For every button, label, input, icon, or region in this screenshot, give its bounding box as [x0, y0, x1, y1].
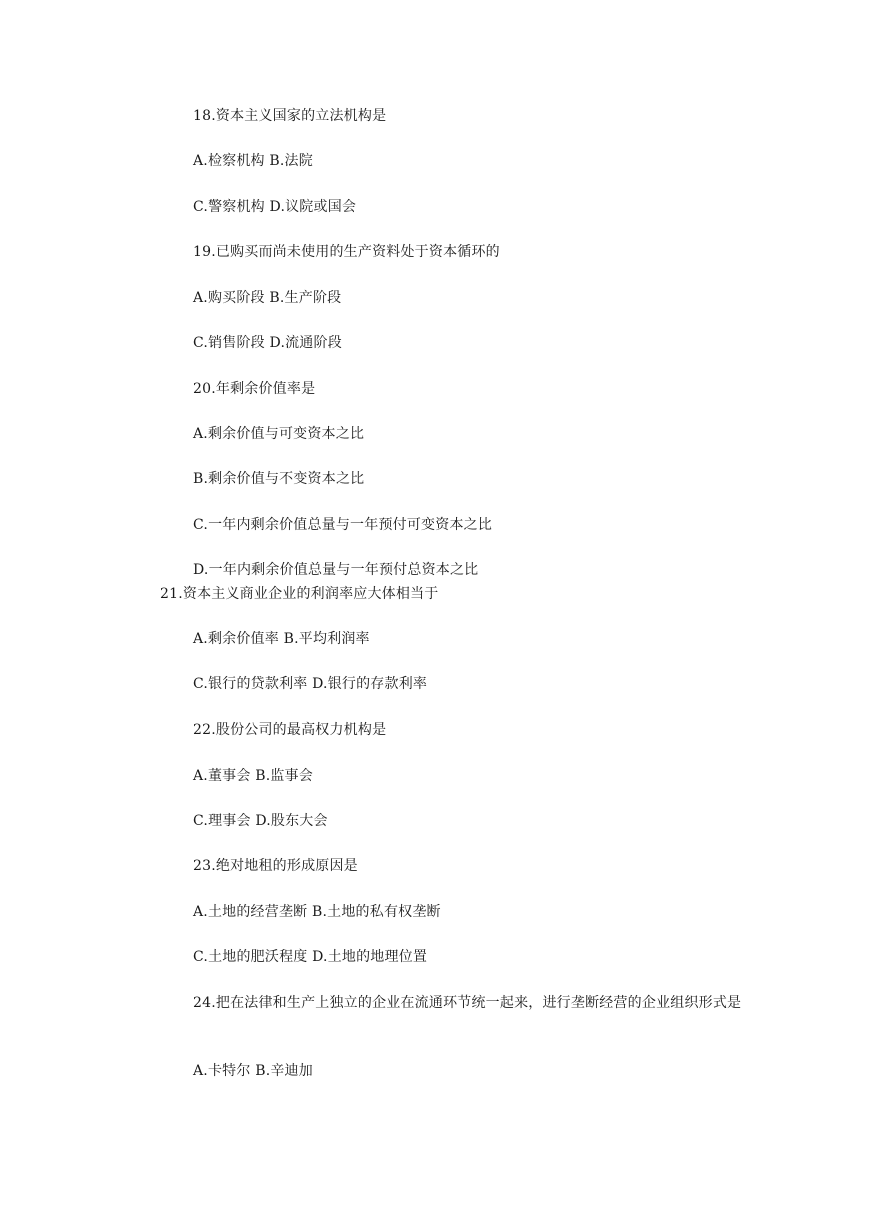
- option-20-b: B.剩余价值与不变资本之比: [193, 471, 365, 487]
- options-22-cd: C.理事会 D.股东大会: [193, 813, 328, 829]
- options-24-ab: A.卡特尔 B.辛迪加: [193, 1063, 313, 1079]
- options-19-cd: C.销售阶段 D.流通阶段: [193, 335, 342, 351]
- options-18-ab: A.检察机构 B.法院: [193, 153, 313, 169]
- question-20: 20.年剩余价值率是: [193, 381, 316, 397]
- question-21: 21.资本主义商业企业的利润率应大体相当于: [160, 586, 439, 602]
- question-19: 19.已购买而尚未使用的生产资料处于资本循环的: [193, 244, 500, 260]
- option-20-d: D.一年内剩余价值总量与一年预付总资本之比: [193, 562, 479, 578]
- options-21-cd: C.银行的贷款利率 D.银行的存款利率: [193, 676, 428, 692]
- options-21-ab: A.剩余价值率 B.平均利润率: [193, 631, 370, 647]
- options-23-ab: A.土地的经营垄断 B.土地的私有权垄断: [193, 904, 441, 920]
- options-18-cd: C.警察机构 D.议院或国会: [193, 199, 357, 215]
- option-20-c: C.一年内剩余价值总量与一年预付可变资本之比: [193, 517, 493, 533]
- options-23-cd: C.土地的肥沃程度 D.土地的地理位置: [193, 949, 428, 965]
- question-24: 24.把在法律和生产上独立的企业在流通环节统一起来，进行垄断经营的企业组织形式是: [193, 995, 742, 1011]
- options-19-ab: A.购买阶段 B.生产阶段: [193, 290, 342, 306]
- question-22: 22.股份公司的最高权力机构是: [193, 722, 387, 738]
- question-18: 18.资本主义国家的立法机构是: [193, 108, 387, 124]
- option-20-a: A.剩余价值与可变资本之比: [193, 426, 365, 442]
- options-22-ab: A.董事会 B.监事会: [193, 768, 313, 784]
- question-23: 23.绝对地租的形成原因是: [193, 858, 358, 874]
